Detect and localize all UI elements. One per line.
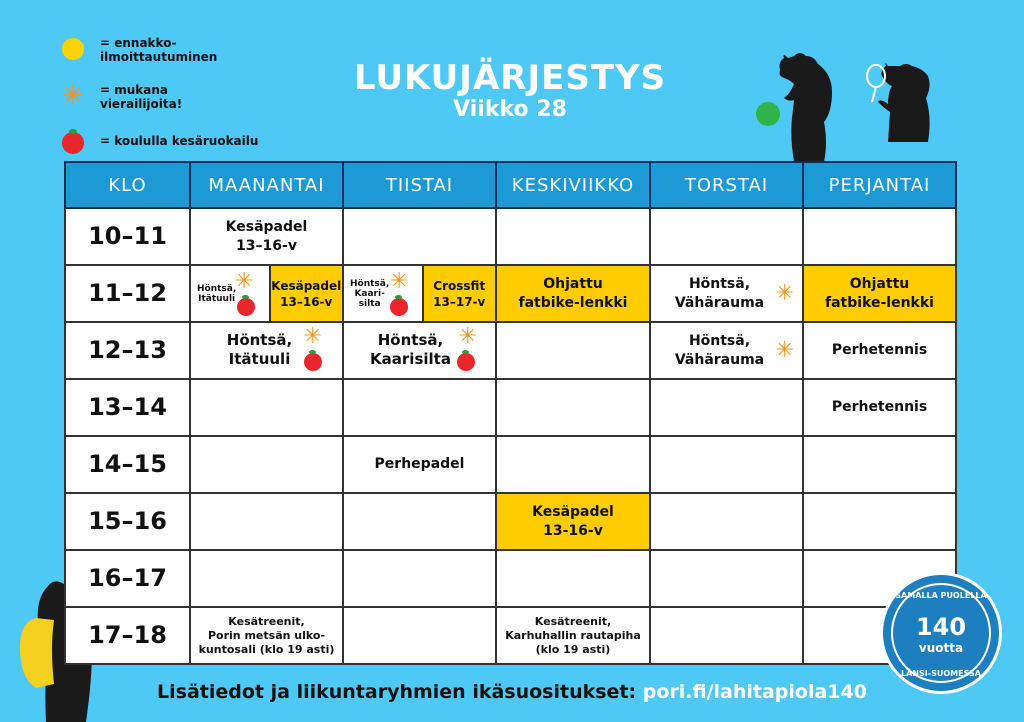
header-monday: MAANANTAI <box>190 162 343 208</box>
cell-monday <box>190 322 343 379</box>
legend-text: = mukana vierailijoita! <box>100 83 183 111</box>
table-row <box>65 265 956 322</box>
activity-hontsa-kaarisilta: Höntsä, Kaari- silta <box>344 266 422 321</box>
cell-friday: Perhetennis <box>803 322 956 379</box>
time-cell: 17–18 <box>65 607 190 664</box>
anniversary-badge <box>880 572 1002 694</box>
cell-tuesday <box>343 607 496 664</box>
cell-wednesday <box>496 550 650 607</box>
cell-monday <box>190 550 343 607</box>
cell-monday <box>190 265 343 322</box>
cell-thursday <box>650 607 803 664</box>
cell-friday: Perhetennis <box>803 379 956 436</box>
cell-thursday <box>650 493 803 550</box>
badge-number: 140 <box>915 613 967 641</box>
cell-friday: Ohjattu fatbike-lenkki <box>803 265 956 322</box>
legend-text: = koululla kesäruokailu <box>100 134 259 148</box>
cell-monday <box>190 436 343 493</box>
table-row <box>65 208 956 265</box>
tomato-icon <box>457 353 475 371</box>
cell-tuesday <box>343 322 496 379</box>
star-icon: ✳ <box>303 324 322 349</box>
cell-wednesday: Kesäpadel 13-16-v <box>496 493 650 550</box>
cell-thursday <box>650 208 803 265</box>
time-cell: 16–17 <box>65 550 190 607</box>
star-icon: ✳ <box>235 269 254 294</box>
table-row <box>65 550 956 607</box>
legend-item-preregistration <box>62 34 282 66</box>
table-row <box>65 379 956 436</box>
table-row <box>65 493 956 550</box>
time-cell: 13–14 <box>65 379 190 436</box>
cell-wednesday: Ohjattu fatbike-lenkki <box>496 265 650 322</box>
activity-kesapadel: Kesäpadel 13–16-v <box>269 266 343 321</box>
activity-hontsa-itatuuli: Höntsä, Itätuuli <box>191 266 269 321</box>
time-cell: 12–13 <box>65 322 190 379</box>
legend-item-visitors <box>62 81 282 113</box>
header-wednesday: KESKIVIIKKO <box>496 162 650 208</box>
legend-text: = ennakko- ilmoittautuminen <box>100 36 218 64</box>
schedule-table <box>64 161 957 665</box>
activity-hontsa-vaharauma: Höntsä, Vähärauma <box>674 332 765 368</box>
footer <box>0 681 1024 703</box>
bears-top-right-illustration <box>748 48 948 164</box>
cell-monday <box>190 379 343 436</box>
cell-thursday <box>650 265 803 322</box>
star-icon: ✳ <box>62 81 84 111</box>
cell-tuesday <box>343 265 496 322</box>
cell-wednesday: Kesätreenit, Karhuhallin rautapiha (klo 19 asti) <box>496 607 650 664</box>
star-icon: ✳ <box>775 338 794 363</box>
cell-tuesday <box>343 493 496 550</box>
cell-thursday <box>650 436 803 493</box>
time-cell: 11–12 <box>65 265 190 322</box>
activity-hontsa-vaharauma: Höntsä, Vähärauma <box>674 275 765 311</box>
page-title: LUKUJÄRJESTYS <box>353 58 667 98</box>
badge-bottom-text: LÄNSI-SUOMESSA <box>901 669 981 678</box>
footer-text: Lisätiedot ja liikuntaryhmien ikäsuositukset: <box>157 681 643 703</box>
table-row <box>65 436 956 493</box>
cell-wednesday <box>496 208 650 265</box>
header-thursday: TORSTAI <box>650 162 803 208</box>
cell-tuesday <box>343 550 496 607</box>
time-cell: 15–16 <box>65 493 190 550</box>
time-cell: 14–15 <box>65 436 190 493</box>
header-friday: PERJANTAI <box>803 162 956 208</box>
cell-thursday <box>650 322 803 379</box>
cell-wednesday <box>496 322 650 379</box>
tomato-icon <box>62 132 84 154</box>
sun-icon <box>62 38 84 60</box>
cell-monday <box>190 493 343 550</box>
cell-tuesday <box>343 379 496 436</box>
cell-friday <box>803 493 956 550</box>
cell-tuesday: Perhepadel <box>343 436 496 493</box>
activity-hontsa-itatuuli: Höntsä, Itätuuli <box>226 331 293 368</box>
table-row <box>65 607 956 664</box>
footer-link[interactable]: pori.fi/lahitapiola140 <box>642 681 867 703</box>
table-row <box>65 322 956 379</box>
cell-thursday <box>650 379 803 436</box>
star-icon: ✳ <box>458 324 477 349</box>
star-icon: ✳ <box>775 281 794 306</box>
time-cell: 10–11 <box>65 208 190 265</box>
cell-monday: Kesätreenit, Porin metsän ulko- kuntosali (klo 19 asti) <box>190 607 343 664</box>
activity-crossfit: Crossfit 13–17-v <box>422 266 496 321</box>
header-tuesday: TIISTAI <box>343 162 496 208</box>
cell-thursday <box>650 550 803 607</box>
tomato-icon <box>304 353 322 371</box>
cell-friday <box>803 436 956 493</box>
cell-friday <box>803 208 956 265</box>
page-subtitle: Viikko 28 <box>453 97 567 122</box>
star-icon: ✳ <box>390 269 409 294</box>
legend <box>62 34 282 152</box>
header-row <box>65 162 956 208</box>
cell-wednesday <box>496 379 650 436</box>
badge-years: vuotta <box>918 641 964 655</box>
badge-top-text: SAMALLA PUOLELLA <box>895 591 987 600</box>
cell-wednesday <box>496 436 650 493</box>
cell-monday: Kesäpadel 13–16-v <box>190 208 343 265</box>
header-klo: KLO <box>65 162 190 208</box>
tomato-icon <box>237 298 255 316</box>
tomato-icon <box>390 298 408 316</box>
activity-hontsa-kaarisilta: Höntsä, Kaarisilta <box>370 331 451 368</box>
cell-tuesday <box>343 208 496 265</box>
legend-item-lunch <box>62 128 282 152</box>
